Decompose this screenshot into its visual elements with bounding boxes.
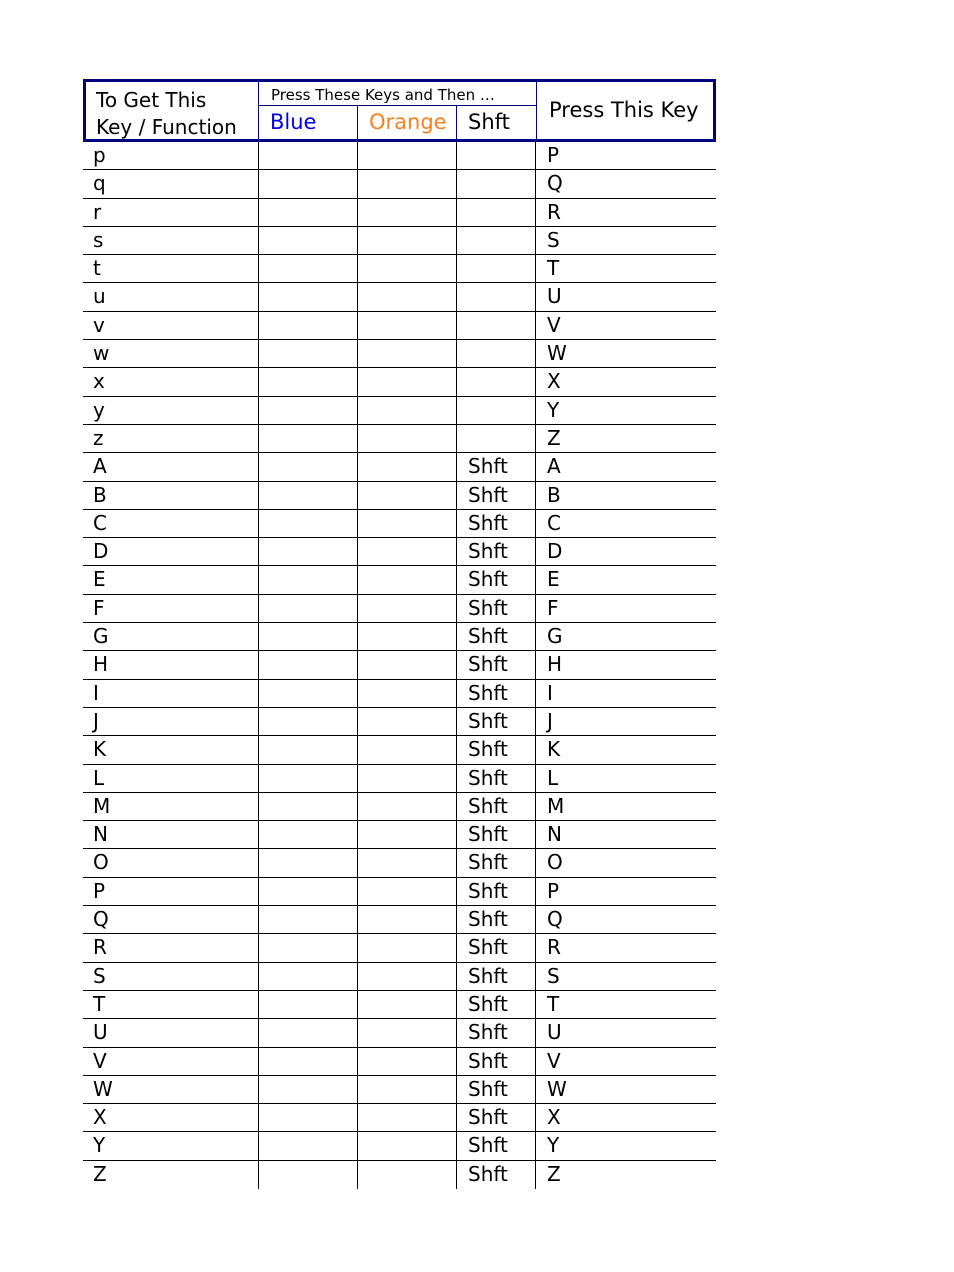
header-to-get-this-key bbox=[86, 82, 259, 139]
cell-shft: Shft bbox=[457, 934, 536, 961]
table-row bbox=[83, 170, 716, 198]
cell-press-key: W bbox=[547, 1076, 567, 1101]
cell-press-key: V bbox=[547, 1048, 561, 1073]
table-row bbox=[83, 651, 716, 679]
cell-blue bbox=[259, 595, 358, 622]
cell-blue bbox=[259, 425, 358, 452]
cell-orange bbox=[358, 340, 457, 367]
cell-to-get: C bbox=[83, 510, 259, 537]
header-to-get-line2: Key / Function bbox=[96, 115, 237, 139]
table-row bbox=[83, 963, 716, 991]
cell-to-get: v bbox=[83, 312, 259, 339]
cell-shft: Shft bbox=[457, 538, 536, 565]
cell-to-get: J bbox=[83, 708, 259, 735]
cell-to-get: E bbox=[83, 566, 259, 593]
cell-shft bbox=[457, 397, 536, 424]
cell-blue bbox=[259, 538, 358, 565]
cell-shft: Shft bbox=[457, 793, 536, 820]
cell-to-get: y bbox=[83, 397, 259, 424]
cell-press-key: G bbox=[547, 624, 563, 649]
cell-blue bbox=[259, 1161, 358, 1189]
cell-to-get: K bbox=[83, 736, 259, 763]
cell-blue bbox=[259, 821, 358, 848]
cell-to-get: V bbox=[83, 1048, 259, 1075]
cell-orange bbox=[358, 793, 457, 820]
cell-orange bbox=[358, 680, 457, 707]
cell-press-key: P bbox=[547, 143, 560, 167]
cell-to-get: O bbox=[83, 849, 259, 876]
cell-to-get: w bbox=[83, 340, 259, 367]
cell-orange bbox=[358, 708, 457, 735]
cell-to-get: X bbox=[83, 1104, 259, 1131]
cell-orange bbox=[358, 934, 457, 961]
cell-orange bbox=[358, 227, 457, 254]
header-shft: Shft bbox=[457, 106, 537, 139]
cell-press-key: F bbox=[547, 595, 559, 620]
cell-to-get: q bbox=[83, 170, 259, 197]
cell-press-key: Q bbox=[547, 907, 563, 932]
cell-press-key: Y bbox=[547, 1133, 560, 1158]
table-row bbox=[83, 708, 716, 736]
table-row bbox=[83, 368, 716, 396]
cell-blue bbox=[259, 1048, 358, 1075]
cell-shft: Shft bbox=[457, 482, 536, 509]
cell-to-get: M bbox=[83, 793, 259, 820]
cell-orange bbox=[358, 1104, 457, 1131]
cell-to-get: H bbox=[83, 651, 259, 678]
table-row bbox=[83, 623, 716, 651]
table-row bbox=[83, 991, 716, 1019]
table-row bbox=[83, 283, 716, 311]
cell-to-get: Q bbox=[83, 906, 259, 933]
cell-blue bbox=[259, 283, 358, 310]
cell-blue bbox=[259, 510, 358, 537]
cell-shft bbox=[457, 142, 536, 169]
cell-shft: Shft bbox=[457, 991, 536, 1018]
key-reference-table bbox=[83, 79, 716, 1189]
header-orange: Orange bbox=[358, 106, 457, 139]
cell-to-get: S bbox=[83, 963, 259, 990]
cell-blue bbox=[259, 453, 358, 480]
cell-to-get: s bbox=[83, 227, 259, 254]
cell-press-key: R bbox=[547, 199, 561, 224]
cell-to-get: G bbox=[83, 623, 259, 650]
table-row bbox=[83, 255, 716, 283]
cell-press-key: M bbox=[547, 793, 565, 818]
cell-blue bbox=[259, 991, 358, 1018]
cell-press-key: A bbox=[547, 454, 561, 479]
cell-blue bbox=[259, 934, 358, 961]
cell-to-get: D bbox=[83, 538, 259, 565]
cell-shft: Shft bbox=[457, 453, 536, 480]
cell-press-key: S bbox=[547, 963, 560, 988]
cell-shft: Shft bbox=[457, 1104, 536, 1131]
cell-press-key: N bbox=[547, 822, 562, 847]
table-row bbox=[83, 934, 716, 962]
cell-press-key: J bbox=[547, 708, 553, 733]
table-row bbox=[83, 906, 716, 934]
cell-shft bbox=[457, 283, 536, 310]
table-row bbox=[83, 736, 716, 764]
cell-shft: Shft bbox=[457, 1048, 536, 1075]
cell-orange bbox=[358, 453, 457, 480]
cell-shft: Shft bbox=[457, 510, 536, 537]
cell-blue bbox=[259, 482, 358, 509]
cell-blue bbox=[259, 708, 358, 735]
cell-to-get: A bbox=[83, 453, 259, 480]
cell-to-get: z bbox=[83, 425, 259, 452]
table-row bbox=[83, 227, 716, 255]
cell-press-key: R bbox=[547, 935, 561, 960]
cell-shft bbox=[457, 312, 536, 339]
cell-blue bbox=[259, 255, 358, 282]
cell-orange bbox=[358, 1048, 457, 1075]
cell-press-key: Q bbox=[547, 171, 563, 196]
cell-press-key: H bbox=[547, 652, 563, 677]
cell-shft bbox=[457, 227, 536, 254]
cell-press-key: Z bbox=[547, 1161, 561, 1186]
header-press-this-key: Press This Key bbox=[549, 98, 699, 122]
cell-orange bbox=[358, 255, 457, 282]
cell-blue bbox=[259, 765, 358, 792]
table-row bbox=[83, 510, 716, 538]
cell-blue bbox=[259, 142, 358, 169]
cell-orange bbox=[358, 1076, 457, 1103]
cell-shft bbox=[457, 199, 536, 226]
cell-to-get: U bbox=[83, 1019, 259, 1046]
cell-blue bbox=[259, 397, 358, 424]
cell-orange bbox=[358, 170, 457, 197]
cell-press-key: K bbox=[547, 737, 561, 762]
table-row bbox=[83, 793, 716, 821]
cell-press-key: W bbox=[547, 341, 567, 366]
cell-shft: Shft bbox=[457, 821, 536, 848]
cell-blue bbox=[259, 849, 358, 876]
table-row bbox=[83, 1132, 716, 1160]
table-row bbox=[83, 453, 716, 481]
cell-orange bbox=[358, 1019, 457, 1046]
cell-blue bbox=[259, 651, 358, 678]
cell-press-key: E bbox=[547, 567, 560, 592]
cell-shft: Shft bbox=[457, 1076, 536, 1103]
cell-blue bbox=[259, 368, 358, 395]
table-row bbox=[83, 566, 716, 594]
cell-press-key: X bbox=[547, 1105, 561, 1130]
cell-orange bbox=[358, 566, 457, 593]
cell-orange bbox=[358, 906, 457, 933]
cell-blue bbox=[259, 680, 358, 707]
cell-shft: Shft bbox=[457, 1161, 536, 1189]
cell-shft bbox=[457, 255, 536, 282]
table-row bbox=[83, 340, 716, 368]
table-row bbox=[83, 1048, 716, 1076]
cell-press-key: Z bbox=[547, 425, 561, 450]
cell-shft: Shft bbox=[457, 906, 536, 933]
cell-blue bbox=[259, 1104, 358, 1131]
cell-orange bbox=[358, 963, 457, 990]
header-press-these-keys: Press These Keys and Then … bbox=[259, 82, 537, 106]
cell-shft: Shft bbox=[457, 878, 536, 905]
table-row bbox=[83, 1019, 716, 1047]
cell-orange bbox=[358, 595, 457, 622]
cell-to-get: u bbox=[83, 283, 259, 310]
cell-shft: Shft bbox=[457, 651, 536, 678]
cell-blue bbox=[259, 1019, 358, 1046]
cell-blue bbox=[259, 340, 358, 367]
cell-shft: Shft bbox=[457, 595, 536, 622]
cell-shft bbox=[457, 340, 536, 367]
table-row bbox=[83, 142, 716, 170]
cell-press-key: P bbox=[547, 878, 560, 903]
table-row bbox=[83, 595, 716, 623]
cell-orange bbox=[358, 482, 457, 509]
cell-blue bbox=[259, 623, 358, 650]
cell-blue bbox=[259, 312, 358, 339]
cell-blue bbox=[259, 227, 358, 254]
cell-blue bbox=[259, 566, 358, 593]
cell-to-get: R bbox=[83, 934, 259, 961]
cell-press-key: U bbox=[547, 284, 562, 309]
cell-orange bbox=[358, 142, 457, 169]
cell-blue bbox=[259, 878, 358, 905]
cell-orange bbox=[358, 849, 457, 876]
cell-to-get: Y bbox=[83, 1132, 259, 1159]
cell-orange bbox=[358, 991, 457, 1018]
cell-press-key: C bbox=[547, 510, 561, 535]
cell-to-get: P bbox=[83, 878, 259, 905]
table-row bbox=[83, 199, 716, 227]
cell-press-key: D bbox=[547, 539, 563, 564]
cell-press-key: Y bbox=[547, 397, 560, 422]
cell-orange bbox=[358, 765, 457, 792]
header-to-get-line1: To Get This bbox=[96, 88, 207, 112]
cell-press-key: L bbox=[547, 765, 559, 790]
cell-to-get: r bbox=[83, 199, 259, 226]
cell-orange bbox=[358, 538, 457, 565]
cell-shft: Shft bbox=[457, 623, 536, 650]
cell-to-get: x bbox=[83, 368, 259, 395]
cell-orange bbox=[358, 312, 457, 339]
table-row bbox=[83, 1076, 716, 1104]
cell-orange bbox=[358, 878, 457, 905]
table-row bbox=[83, 680, 716, 708]
cell-orange bbox=[358, 368, 457, 395]
cell-blue bbox=[259, 170, 358, 197]
cell-press-key: T bbox=[547, 991, 560, 1016]
table-body bbox=[83, 142, 716, 1189]
cell-press-key: B bbox=[547, 482, 561, 507]
cell-shft: Shft bbox=[457, 1132, 536, 1159]
cell-orange bbox=[358, 623, 457, 650]
cell-blue bbox=[259, 199, 358, 226]
table-row bbox=[83, 425, 716, 453]
table-header bbox=[83, 79, 716, 142]
cell-to-get: B bbox=[83, 482, 259, 509]
cell-to-get: p bbox=[83, 142, 259, 169]
cell-to-get: L bbox=[83, 765, 259, 792]
cell-orange bbox=[358, 199, 457, 226]
cell-shft: Shft bbox=[457, 736, 536, 763]
cell-orange bbox=[358, 283, 457, 310]
cell-shft: Shft bbox=[457, 680, 536, 707]
table-row bbox=[83, 1161, 716, 1189]
cell-press-key: T bbox=[547, 256, 560, 281]
cell-blue bbox=[259, 793, 358, 820]
table-row bbox=[83, 849, 716, 877]
table-row bbox=[83, 482, 716, 510]
cell-press-key: V bbox=[547, 312, 561, 337]
cell-blue bbox=[259, 906, 358, 933]
cell-press-key: X bbox=[547, 369, 561, 394]
cell-orange bbox=[358, 510, 457, 537]
table-row bbox=[83, 538, 716, 566]
cell-orange bbox=[358, 425, 457, 452]
cell-shft: Shft bbox=[457, 1019, 536, 1046]
cell-press-key: O bbox=[547, 850, 563, 875]
table-row bbox=[83, 1104, 716, 1132]
cell-to-get: N bbox=[83, 821, 259, 848]
cell-orange bbox=[358, 1132, 457, 1159]
cell-orange bbox=[358, 736, 457, 763]
cell-shft: Shft bbox=[457, 765, 536, 792]
cell-press-key: S bbox=[547, 227, 560, 252]
cell-blue bbox=[259, 1132, 358, 1159]
cell-to-get: T bbox=[83, 991, 259, 1018]
cell-shft: Shft bbox=[457, 963, 536, 990]
cell-orange bbox=[358, 821, 457, 848]
cell-to-get: I bbox=[83, 680, 259, 707]
cell-to-get: Z bbox=[83, 1161, 259, 1189]
cell-blue bbox=[259, 736, 358, 763]
table-row bbox=[83, 821, 716, 849]
cell-blue bbox=[259, 1076, 358, 1103]
table-row bbox=[83, 878, 716, 906]
cell-press-key: U bbox=[547, 1020, 562, 1045]
header-blue: Blue bbox=[259, 106, 358, 139]
cell-press-key: I bbox=[547, 680, 553, 705]
cell-orange bbox=[358, 397, 457, 424]
table-row bbox=[83, 397, 716, 425]
cell-to-get: W bbox=[83, 1076, 259, 1103]
cell-shft: Shft bbox=[457, 566, 536, 593]
cell-orange bbox=[358, 1161, 457, 1189]
cell-shft bbox=[457, 368, 536, 395]
cell-shft bbox=[457, 170, 536, 197]
cell-to-get: F bbox=[83, 595, 259, 622]
cell-shft: Shft bbox=[457, 708, 536, 735]
table-row bbox=[83, 765, 716, 793]
cell-to-get: t bbox=[83, 255, 259, 282]
cell-shft bbox=[457, 425, 536, 452]
cell-orange bbox=[358, 651, 457, 678]
cell-shft: Shft bbox=[457, 849, 536, 876]
table-row bbox=[83, 312, 716, 340]
cell-blue bbox=[259, 963, 358, 990]
